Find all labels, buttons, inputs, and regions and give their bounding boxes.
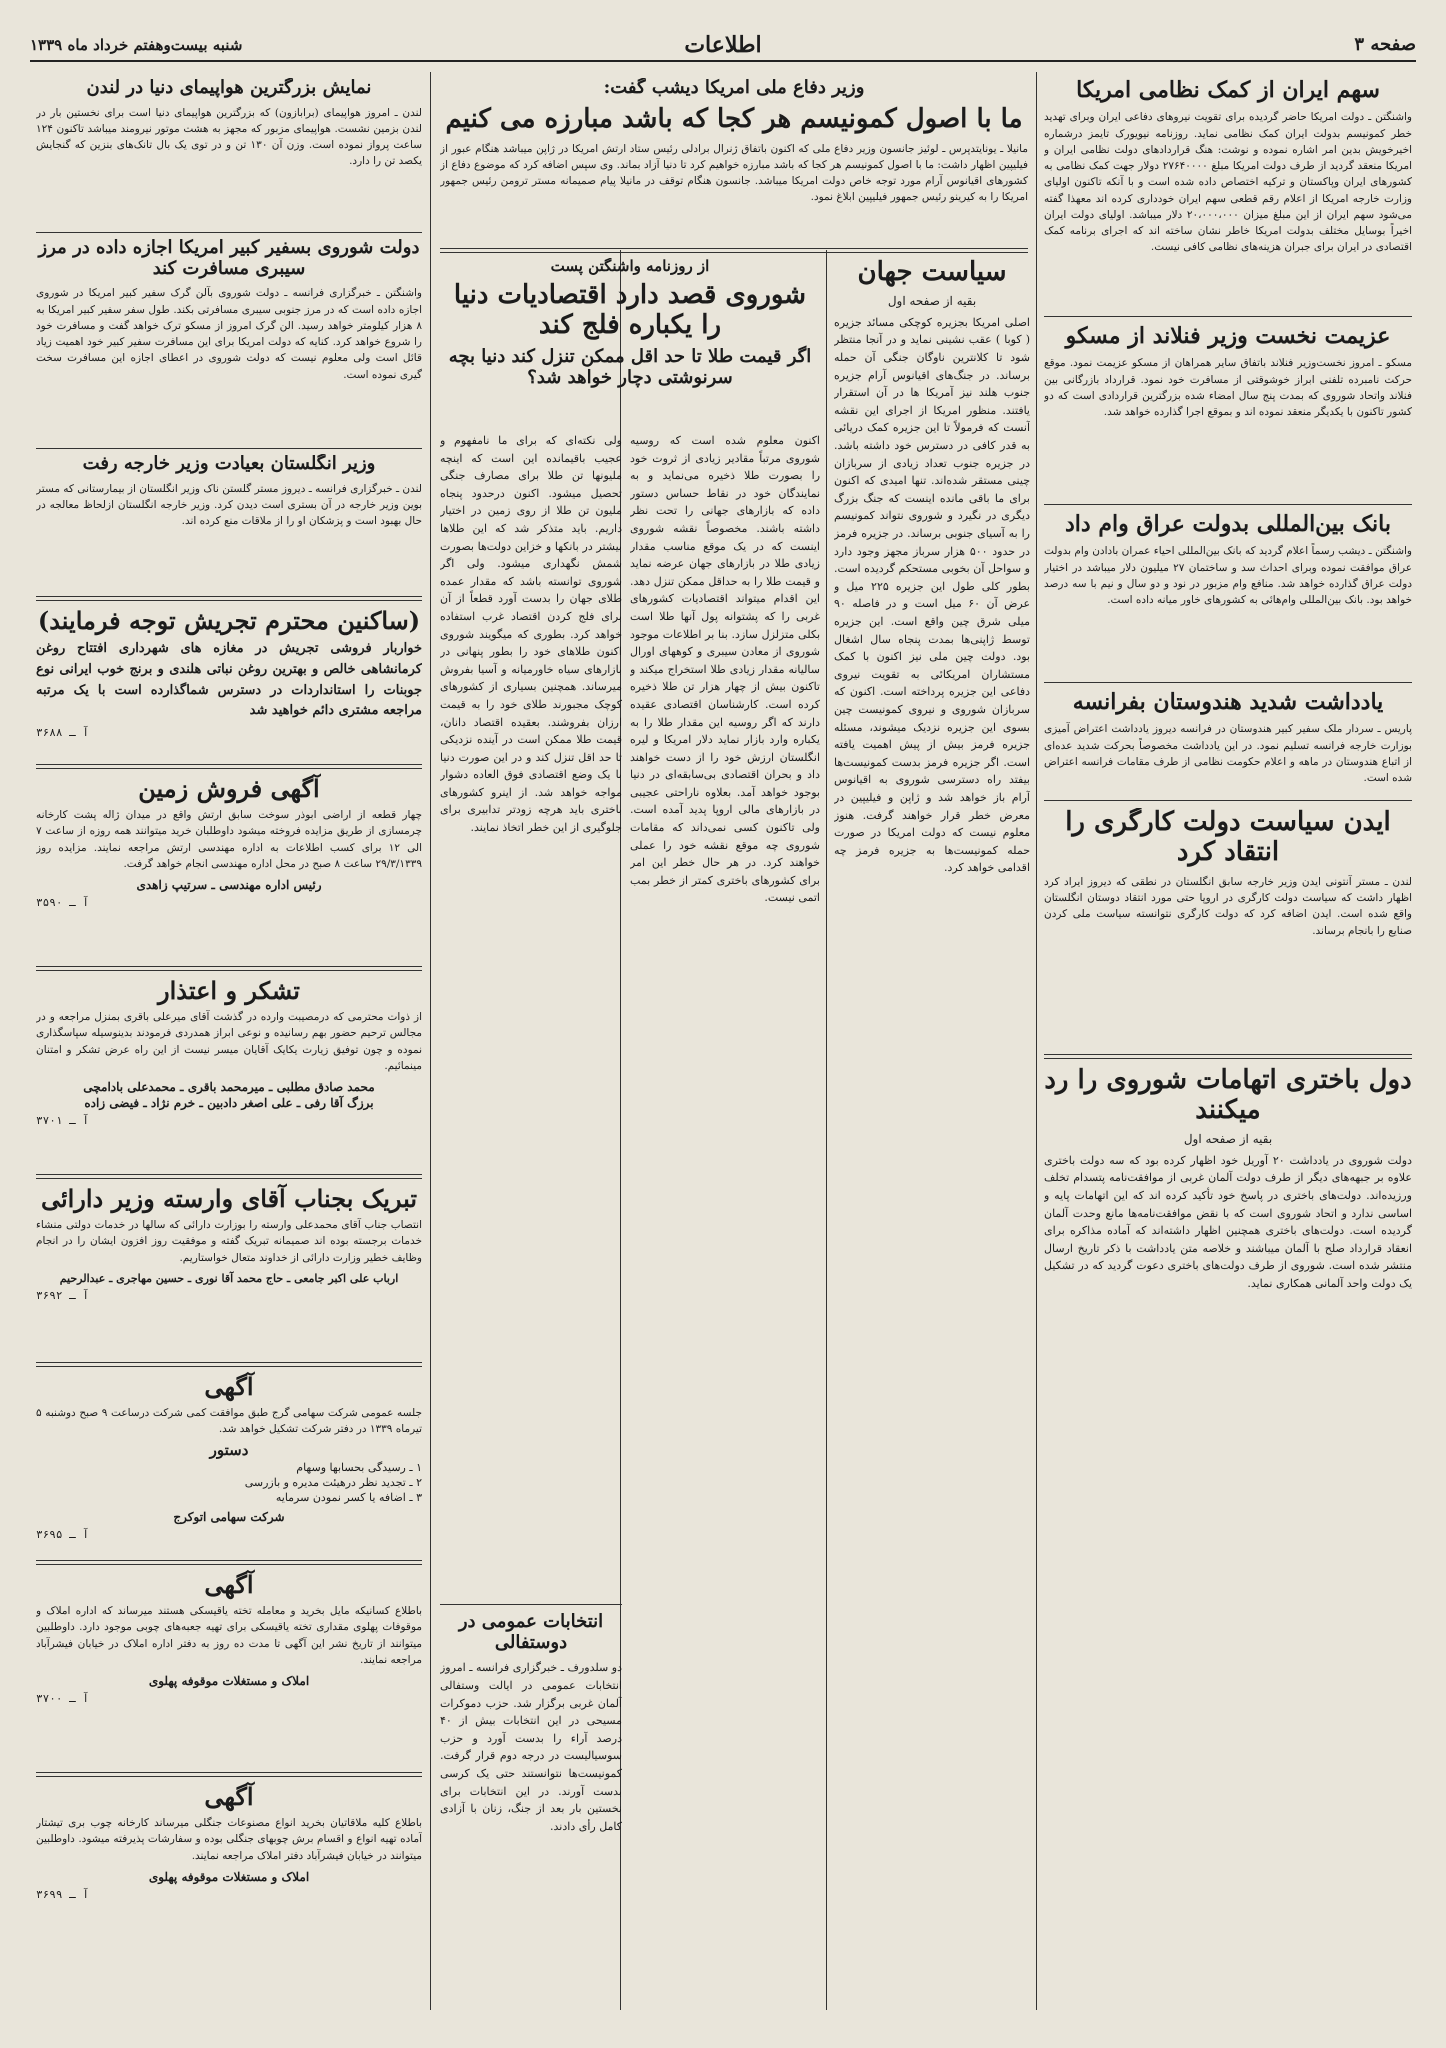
- article-text: واشنگتن ـ خبرگزاری فرانسه ـ دولت شوروی بآلن گرک سفیر کبیر امریکا در شوروی اجازه داده است که در مرز جنوبی سیبری مسافرتی بکند. طول سفر سفیر کبیر امریکا به ۸ هزار کیلومتر خواهد رسید. الن گرک امروز از مسکو ترک خواهد گفت و مسافرت خود را شروع خواهد کرد. کنایه که دولت امریکا برای این مسافرت سفیر کبیر خود اهمیت زیاد قائل است ولی معلوم نیست که دولت شوروی در اعطای اجازه این مسافرت سخت گیری نموده است.: [36, 287, 422, 381]
- ad-code: آ ـ ۳۶۹۲: [36, 1288, 89, 1302]
- article-western-powers: [1044, 1066, 1412, 2010]
- article-text: پاریس ـ سردار ملک سفیر کبیر هندوستان در فرانسه دیروز یادداشت اعتراض آمیزی بوزارت خارجه فرانسه تسلیم نمود. در این یادداشت مخصوصاً بحرکت شدید عده‌ای از اتباع هندوستان در ماهه و اعلام حکومت نظامی از طرف مقامات فرانسه اعتراض شده است.: [1044, 723, 1412, 785]
- ad-sawmill: [36, 1780, 422, 2010]
- article-text: اکنون معلوم شده است که روسیه شوروی مرتباً مقادیر زیادی از ثروت خود را بصورت طلا ذخیره می‌نماید و به نمایندگان خود در نقاط حساس دستور داده که بازارهای جهانی را تحت نظر داشته باشند. مخصوصاً نقشه شوروی اینست که در یک موقع مناسب مقدار زیادی طلا در بازارهای جهان عرضه نماید و قیمت طلا را به حداقل ممکن تنزل دهد. این اقدام میتواند اقتصادیات کشورهای غربی را که پشتوانه پول آنها طلا است بکلی متزلزل سازد. بنا بر اطلاعات موجود شوروی از معادن سیبری و کوههای اورال سالیانه مقدار زیادی طلا استخراج میکند و تاکنون بیش از چهار هزار تن طلا ذخیره کرده است. کارشناسان اقتصادی عقیده دارند که اگر روسیه این مقدار طلا را به یکباره وارد بازار نماید دلار امریکا و لیره انگلستان ارزش خود را از دست خواهند داد و بحران اقتصادی بی‌سابقه‌ای در دنیا بوجود خواهد آمد. بعلاوه ناراحتی عجیبی در بازارهای مالی اروپا پدید آمده است. ولی تاکنون کسی نمی‌داند که مقامات شوروی چه موقع نقشه خود را عملی خواهند کرد. در هر حال خطر این امر برای کشورهای باختری کمتر از خطر بمب اتمی نیست.: [630, 434, 820, 905]
- ad-signature: رئیس اداره مهندسی ـ سرتیپ زاهدی: [136, 878, 322, 893]
- continued-note: بقیه از صفحه اول: [1183, 1131, 1273, 1146]
- headline: نمایش بزرگترین هواپیمای دنیا در لندن: [86, 78, 372, 98]
- ad-timber: [36, 1568, 422, 1768]
- ad-signature: محمد صادق مطلبی ـ میرمحمد باقری ـ محمدعلی بادامچی: [83, 1080, 375, 1095]
- agenda-title: دستور: [209, 1440, 249, 1459]
- ad-signature: املاک و مستغلات موقوفه پهلوی: [148, 1869, 310, 1884]
- headline: انتخابات عمومی در دوستفالی: [458, 1612, 604, 1653]
- column-rule: [826, 250, 827, 2010]
- headline: دولت شوروی بسفیر کبیر امریکا اجازه داده در مرز سیبری مسافرت کند: [38, 238, 420, 279]
- ad-code: آ ـ ۳۷۰۱: [36, 1114, 89, 1128]
- paper-name: اطلاعات: [684, 32, 762, 58]
- ad-signature-2: برزگ آقا رفی ـ علی اصغر دادبین ـ خرم نژاد ـ فیضی زاده: [84, 1096, 374, 1111]
- divider: [36, 448, 422, 449]
- headline: وزیر انگلستان بعیادت وزیر خارجه رفت: [82, 454, 376, 474]
- divider: [36, 232, 422, 233]
- agenda-item: ۳ ـ اضافه یا کسر نمودن سرمایه: [275, 1490, 422, 1504]
- article-text: دو سلدورف ـ خبرگزاری فرانسه ـ امروز انتخابات عمومی در ایالت وستفالی آلمان غربی برگزار شد. حزب دموکرات مسیحی در این انتخابات بیش از ۴۰ درصد آراء را بدست آورد و حزب سوسیالیست در درجه دوم قرار گرفت. کمونیست‌ها نتوانستند حتی یک کرسی بدست آورند. در این انتخابات برای نخستین بار بعد از جنگ، زنان با آزادی کامل رأی دادند.: [440, 1661, 622, 1833]
- ad-headline: تبریک بجناب آقای وارسته وزیر دارائی: [40, 1184, 418, 1213]
- article-ambassador-siberia: [36, 238, 422, 444]
- article-largest-plane: [36, 78, 422, 228]
- article-text: واشنگتن ـ دولت امریکا حاضر گردیده برای تقویت نیروهای دفاعی ایران وبرای تهدید خطر کمونیسم بدولت ایران کمک نظامی نماید. روزنامه نیویورک تایمز درشماره اخیرخویش بدین امر اشاره نموده و نوشت: هنگ قراردادهای دولت نظامی ایران و امریکا منعقد گردید از طرف دولت امریکا مبلغ ۲۷۶۴۰۰۰۰ دولار جهت کمک نظامی به کشورهای ایران وپاکستان و ترکیه اختصاص داده شده است و با آنکه تاکنون اولیای وزارت خارجه امریکا از اعلام رقم قطعی سهم ایران خودداری کرده اند معهذا گفته می‌شود سهم ایران از این مبلغ میزان ۲۰،۰۰۰،۰۰۰ دلار میباشد. اولیای دولت ایران اخیراً بوسایل مختلف بدولت امریکا خاطر نشان ساخته اند که اجرای برنامه کمک اقتصادی در ایران برای جبران هزینه‌های نظامی کافی نیست.: [1044, 111, 1412, 254]
- ad-signature: ارباب علی اکبر جامعی ـ حاج محمد آقا نوری ـ حسین مهاجری ـ عبدالرحیم: [59, 1271, 399, 1285]
- article-text: ولی نکته‌ای که برای ما نامفهوم و عجیب باقیمانده این است که اینچه ملیونها تن طلا برای مصارف جنگی تحصیل میشود. اکنون درحدود پنجاه ملیون تن طلا از روی زمین در اختیار داریم. باید متذکر شد که این طلاها بیشتر در بانکها و خزاین دولت‌ها بصورت شمش نگهداری میشود. ولی اگر شوروی توانسته باشد که مقدار عمده طلای جهان را بدست آورد قطعاً از آن برای فلج کردن اقتصاد غرب استفاده خواهد کرد. بطوری که میگویند شوروی اکنون طلاهای خود را بطور پنهانی در بازارهای سیاه خاورمیانه و آسیا بفروش میرساند. همچنین بسیاری از کشورهای کوچک مجبورند طلای خود را به قیمت ارزان بفروشند. بعقیده اقتصاد دانان، قیمت طلا ممکن است در آینده نزدیکی تا حد اقل تنزل کند و در این صورت دنیا با یک وضع اقتصادی فوق العاده دشوار مواجه خواهد شد. از اینرو کشورهای باختری باید هرچه زودتر تدابیری برای جلوگیری از این خطر اتخاذ نمایند.: [440, 434, 622, 835]
- article-text: اصلی امریکا بجزیره کوچکی مسائد جزیره ( کوبا ) عقب نشینی نماید و در آنجا منتظر شود تا کلانترین ناوگان جنگی آن حمله برساند. در جنگ‌های اقیانوس آرام جزیره جنوب هلند نیز آمریکا ها در آن استقرار یافتند. منظور امریکا از اجرای این نقشه آنست که فرمولاً تا این جزیره کمک دریائی به قدر کافی در دسترس خود داشته باشد. در جزیره جنوب تعداد زیادی از سربازان چینی مستقر شده‌اند. تنها امیدی که اکنون برای ما باقی مانده اینست که جنگ بزرگ دیگری در نگیرد و شوروی نتواند کمونیسم را به آسیای جنوبی برساند. در جزیره فرمز در حدود ۵۰۰ هزار سرباز مجهز وجود دارد و سواحل آن بخوبی مستحکم گردیده است. بطور کلی طول این جزیره ۲۲۵ میل و عرض آن ۶۰ میل است و در فاصله ۹۰ میلی شرق چین واقع است. این جزیره توسط ژاپنی‌ها بمدت پنجاه سال اشغال بود. دولت چین ملی نیز اکنون با کمک مستشاران امریکائی به تقویت نیروی دفاعی این جزیره پرداخته است. اکنون که سربازان شوروی و نیروی کمونیست چین بسوی این جزیره نزدیک میشوند، مسئله جزیره فرمز بیش از پیش اهمیت یافته است. اگر جزیره فرمز بدست کمونیست‌ها بیفتد راه دسترسی شوروی به اقیانوس آرام باز خواهد شد و ژاپن و فیلیپین در معرض خطر قرار خواهند گرفت. هنوز معلوم نیست که دولت امریکا در صورت حمله کمونیست‌ها به جزیره فرمز چه اقدامی خواهد کرد.: [834, 315, 1030, 875]
- divider: [36, 764, 422, 769]
- divider: [440, 248, 1028, 253]
- agenda-item: ۲ ـ تجدید نظر درهیئت مدیره و بازرسی: [244, 1475, 422, 1489]
- article-soviet-gold-body-1: [630, 432, 820, 2010]
- article-soviet-gold-header: [440, 258, 820, 428]
- article-soviet-gold-body-2: [440, 432, 622, 1598]
- headline: ما با اصول کمونیسم هر کجا که باشد مبارزه می کنیم: [445, 103, 1023, 134]
- ad-tajrish-grocery: [36, 604, 422, 760]
- column-rule: [1036, 72, 1037, 2010]
- divider: [36, 1560, 422, 1565]
- article-minister-visit: [36, 454, 422, 592]
- headline: یادداشت شدید هندوستان بفرانسه: [1072, 690, 1384, 715]
- article-iraq-loan: [1044, 512, 1412, 678]
- article-westphalia-elections: [440, 1612, 622, 2010]
- ad-headline: (ساکنین محترم تجریش توجه فرمایند): [37, 606, 421, 635]
- article-text: لندن ـ امروز هواپیمای (برابازون) که بزرگترین هواپیمای دنیا است برای نخستین بار در لندن بزمین نشست. هواپیمای مزبور که مجهز به هشت موتور نیرومند میباشد تاکنون ۱۲۴ ساعت پرواز نموده است. وزن آن ۱۳۰ تن و در توی یک بال تانک‌های بنزین که گنجایش یکصد تن را دارد.: [36, 106, 422, 168]
- ad-code: آ ـ ۳۶۸۸: [36, 726, 89, 740]
- ad-text: باطلاع کلیه ملاقاتیان بخرید انواع مصنوعات جنگلی میرساند کارخانه چوب بری تیشتار آماده تهیه انواع و اقسام برش چوبهای جنگلی بوده و سفارشات پذیرفته میشود. داوطلبین میتوانند در خیابان فیشرآباد دفتر املاک مراجعه نمایند.: [36, 1817, 422, 1862]
- masthead: [30, 30, 1416, 62]
- ad-company-meeting: [36, 1370, 422, 1556]
- article-text: لندن ـ خبرگزاری فرانسه ـ دیروز مستر گلستن ناک وزیر انگلستان از بیمارستانی که مستر بوین وزیر خارجه در آن بستری است دیدن کرد. وزیر خارجه انگلستان ازلحاظ معالجه در حال بهبود است و پزشکان او را از ملاقات منع کرده اند.: [36, 482, 422, 528]
- article-text: لندن ـ مستر آنتونی ایدن وزیر خارجه سابق انگلستان در نطقی که دیروز ایراد کرد اظهار داشت که سیاست دولت کارگری در اروپا حتی مورد انتقاد دوستان انگلستان واقع شده است. ایدن اضافه کرد که دولت کارگری نتوانسته سیاست ملی کردن صنایع را بانجام برساند.: [1044, 875, 1412, 937]
- ad-code: آ ـ ۳۶۹۹: [36, 1887, 89, 1901]
- article-defense-secretary: [440, 78, 1028, 244]
- article-world-politics: [834, 258, 1030, 2010]
- ad-text: جلسه عمومی شرکت سهامی گرج طبق موافقت کمی شرکت درساعت ۹ صبح دوشنبه ۵ تیرماه ۱۳۳۹ در دفتر شرکت تشکیل خواهد شد.: [36, 1407, 422, 1436]
- ad-land-sale: [36, 772, 422, 962]
- ad-code: آ ـ ۳۶۹۵: [36, 1527, 89, 1541]
- article-military-aid: [1044, 78, 1412, 312]
- page-number: صفحه ۳: [1354, 34, 1416, 55]
- column-rule: [430, 72, 431, 2010]
- ad-headline: آگهی فروش زمین: [138, 774, 320, 803]
- divider: [1044, 682, 1412, 683]
- ad-text: از ذوات محترمی که درمصیبت وارده در گذشت آقای میرعلی باقری بمنزل مراجعه و در مجالس ترحیم حضور بهم رسانیده و نوعی ابراز همدردی فرمودند بدینوسیله سپاسگذاری نموده و چون توفیق زیارت یکایک آقایان میسر نیست از این راه عرض تشکر و امتنان مینمائیم.: [36, 1011, 422, 1072]
- divider: [36, 1772, 422, 1777]
- divider: [1044, 316, 1412, 317]
- ad-text: خواربار فروشی تجریش در مغازه های شهرداری افتتاح روغن کرمانشاهی خالص و بهترین روغن نباتی هلندی و برنج خوب ایرانی نوع جوبنات را استانداردات در دسترس شماگذارده است با یک مرتبه مراجعه مشتری دائم خواهید شد: [36, 641, 422, 719]
- divider: [440, 1604, 622, 1605]
- ad-thanks: [36, 974, 422, 1170]
- agenda-item: ۱ ـ رسیدگی بحسابها وسهام: [296, 1460, 422, 1474]
- article-india-note: [1044, 690, 1412, 796]
- divider: [36, 1362, 422, 1367]
- article-text: مانیلا ـ یونایتدپرس ـ لوئیز جانسون وزیر دفاع ملی که اکنون باتفاق ژنرال برادلی رئیس ستاد ارتش امریکا در ژاپن میباشد هنگام عبور از فیلیپین اظهار داشت: ما با اصول کمونیسم هر کجا که باشد مبارزه خواهیم کرد تا دنیا آزاد بماند. وی سپس اضافه کرد که موضوع دفاع از کشورهای اقیانوس آرام مورد توجه خاص دولت امریکا میباشد. جانسون هنگام توقف در مانیلا پیام صمیمانه مستر ترومن رئیس جمهور امریکا را به کیرینو رئیس جمهور فیلیپین ابلاغ نمود.: [440, 142, 1028, 204]
- divider: [36, 596, 422, 601]
- article-finland-pm: [1044, 324, 1412, 500]
- article-text: دولت شوروی در یادداشت ۲۰ آوریل خود اظهار کرده بود که سه دولت باختری علاوه بر جبهه‌های دیگر از طرف دولت آلمان غربی از موافقت‌نامه پتسدام تخلف ورزیده‌اند. دولت‌های باختری در پاسخ خود تأکید کرده اند که این اتهامات پایه و اساسی ندارد و اتحاد شوروی است که با نقض موافقت‌نامه‌ها مانع وحدت آلمان گردیده است. دولت‌های باختری همچنین اظهار داشته‌اند که آماده مذاکره برای انعقاد قرارداد صلح با آلمان میباشند و خلاصه متن یادداشت با ذکر تاریخ ارسال منتشر شده است. شوروی از طرف دولت‌های باختری دعوت گردید که در تشکیل یک دولت واحد آلمانی همکاری نماید.: [1044, 1153, 1412, 1290]
- ad-headline: تشکر و اعتذار: [158, 976, 300, 1005]
- headline: سهم ایران از کمک نظامی امریکا: [1076, 78, 1380, 103]
- divider: [1044, 800, 1412, 801]
- ad-signature: املاک و مستغلات موقوفه پهلوی: [148, 1674, 310, 1689]
- article-eden: [1044, 808, 1412, 1050]
- ad-text: انتصاب جناب آقای محمدعلی وارسته را بوزارت دارائی که سالها در خدمات دولتی منشاء خدمات برجسته بوده اند صمیمانه تبریک گفته و موفقیت روز افزون ایشان را در انجام وظایف خطیر وزارت دارائی از خداوند متعال خواستاریم.: [36, 1219, 422, 1264]
- headline: بانک بین‌المللی بدولت عراق وام داد: [1065, 512, 1391, 537]
- article-text: مسکو ـ امروز نخست‌وزیر فنلاند باتفاق سایر همراهان از مسکو عزیمت نمود. موقع حرکت نامبرده تلفنی ابراز خوشوقتی از مسافرت خود نمود. قرارداد بازرگانی بین فنلاند واتحاد شوروی که بمدت پنج سال امضاء شده بزرگترین قراردادی است که دو کشور تاکنون با یکدیگر منعقد نموده اند و بموقع اجرا گذارده خواهد شد.: [1044, 357, 1412, 419]
- ad-text: چهار قطعه از اراضی ابوذر سوخت سابق ارتش واقع در میدان ژاله پشت کارخانه چرمسازی از طریق مزایده فروخته میشود داوطلبان خرید میتوانند همه روزه از ساعت ۷ الی ۱۲ برای کسب اطلاعات به اداره مهندسی ارتش مراجعه نمایند. مزایده روز ۲۹/۳/۱۳۳۹ ساعت ۸ صبح در محل اداره مهندسی انجام خواهد گرفت.: [36, 809, 422, 870]
- headline: سیاست جهان: [857, 258, 1007, 287]
- ad-text: باطلاع کسانیکه مایل بخرید و معامله تخته یاقیسکی هستند میرساند که اداره املاک و موقوفات پهلوی مقداری تخته یاقیسکی برای تهیه جعبه‌های چوبی موجود دارد. داوطلبین میتوانند از تاریخ نشر این آگهی تا مدت ده روز به دفتر اداره املاک در خیابان فیشرآباد مراجعه نمایند.: [36, 1605, 422, 1666]
- kicker: وزیر دفاع ملی امریکا دیشب گفت:: [603, 78, 865, 98]
- divider: [1044, 504, 1412, 505]
- headline: ایدن سیاست دولت کارگری را انتقاد کرد: [1065, 808, 1391, 867]
- ad-code: آ ـ ۳۵۹۰: [36, 896, 89, 910]
- headline: دول باختری اتهامات شوروی را رد میکنند: [1044, 1066, 1412, 1125]
- ad-headline: آگهی: [204, 1372, 254, 1401]
- ad-code: آ ـ ۳۷۰۰: [36, 1692, 89, 1706]
- ad-congratulations: [36, 1182, 422, 1358]
- issue-date: شنبه بیست‌وهفتم خرداد ماه ۱۳۳۹: [30, 36, 243, 54]
- ad-headline: آگهی: [204, 1570, 254, 1599]
- article-text: واشنگتن ـ دیشب رسماً اعلام گردید که بانک بین‌المللی احیاء عمران بادادن وام بدولت عراق موافقت نموده وبرای احداث سد و ساختمان ۲۷ میلیون دلار میباشد در اختیار دولت عراق گذارده خواهد شد. منافع وام مزبور در نود و دو سال و نیم با سه درصد خواهد بود. بانک بین‌المللی وام‌هائی به کشورهای خاور میانه داده است.: [1044, 545, 1412, 607]
- ad-signature: شرکت سهامی اتوکرج: [173, 1509, 285, 1524]
- subheadline: اگر قیمت طلا تا حد اقل ممکن تنزل کند دنیا بچه سرنوشتی دچار خواهد شد؟: [448, 346, 812, 388]
- divider: [36, 1174, 422, 1179]
- divider: [36, 966, 422, 971]
- continued-note: بقیه از صفحه اول: [887, 293, 977, 308]
- headline: عزیمت نخست وزیر فنلاند از مسکو: [1065, 324, 1391, 349]
- ad-headline: آگهی: [204, 1782, 254, 1811]
- divider: [1044, 1054, 1412, 1059]
- headline: شوروی قصد دارد اقتصادیات دنیا را یکباره فلج کند: [453, 280, 807, 341]
- kicker: از روزنامه واشنگتن پست: [550, 258, 710, 275]
